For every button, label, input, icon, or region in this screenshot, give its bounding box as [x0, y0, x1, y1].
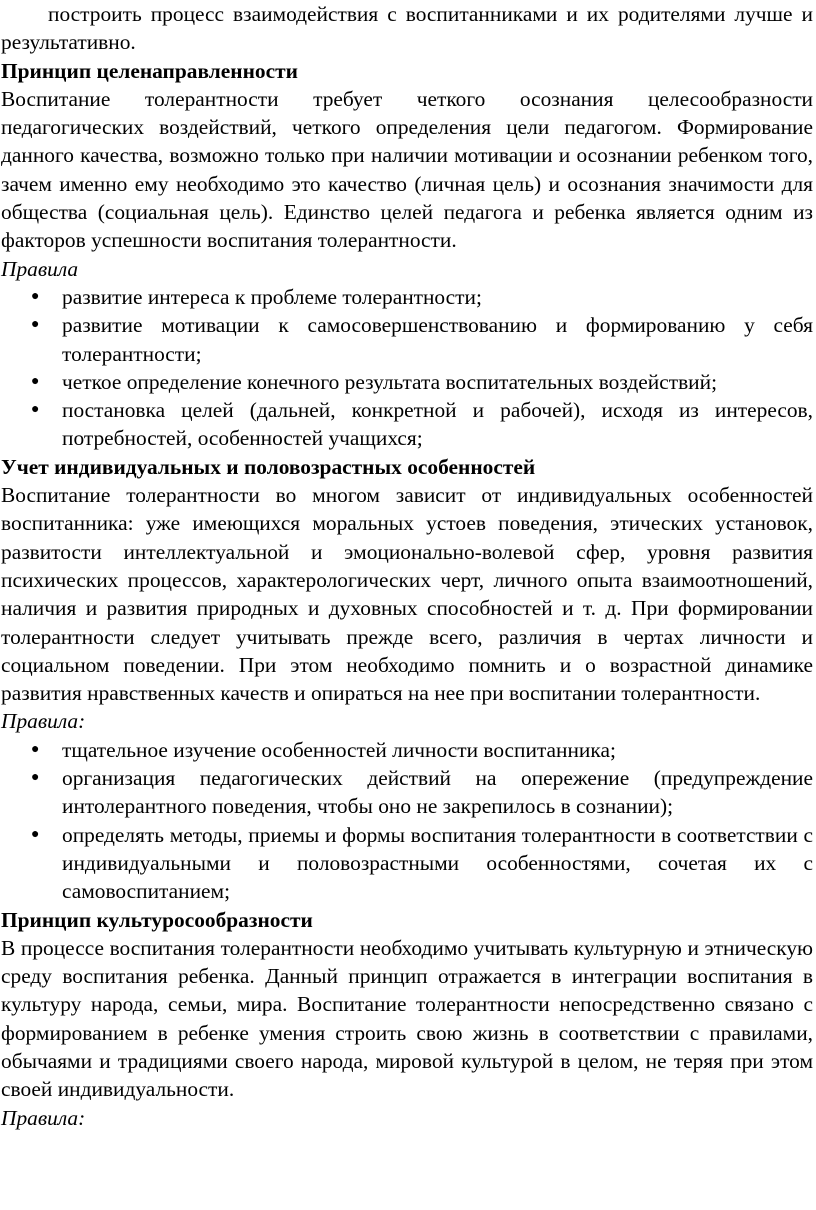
bullet-icon: ● — [31, 288, 40, 304]
section-cultural-conformity — [1, 906, 813, 1132]
bullet-icon: ● — [31, 770, 40, 786]
section-body: В процессе воспитания толерантности необходимо учитывать культурную и этническую среду воспитания ребенка. Данный принцип отражается в интеграции воспитания в культуру народа, семьи, мира. Воспитание толерантности непосредственно связано с формированием в ребенке умения строить свою жизнь в соответствии с правилами, обычаями и традициями своего народа, мировой культурой в целом, не теряя при этом своей индивидуальности. — [1, 935, 813, 1102]
rule-item — [1, 368, 813, 396]
rule-item — [1, 764, 813, 821]
section-heading: Принцип целенаправленности — [1, 58, 298, 83]
section-purposefulness — [1, 57, 813, 453]
rule-item — [1, 396, 813, 453]
rules-list — [1, 736, 813, 906]
bullet-icon: ● — [31, 741, 40, 757]
section-heading: Принцип культуросообразности — [1, 907, 313, 932]
rule-text: определять методы, приемы и формы воспитания толерантности в соответствии с индивидуальными и половозрастными особенностями, сочетая их с самовоспитанием; — [62, 822, 813, 904]
bullet-icon: ● — [31, 826, 40, 842]
rule-text: организация педагогических действий на опережение (предупреждение интолерантного поведения, чтобы оно не закрепилось в сознании); — [62, 766, 813, 819]
section-individual-features — [1, 453, 813, 906]
section-heading: Учет индивидуальных и половозрастных особенностей — [1, 454, 536, 479]
rules-label: Правила — [1, 256, 79, 281]
rule-item — [1, 311, 813, 368]
bullet-icon: ● — [31, 373, 40, 389]
section-body: Воспитание толерантности во многом зависит от индивидуальных особенностей воспитанника: уже имеющихся моральных устоев поведения, этических установок, развитости интеллектуальной и эмоционально-волевой сфер, уровня развития психических процессов, характерологических черт, личного опыта взаимоотношений, наличия и развития природных и духовных способностей и т. д. При формировании толерантности следует учитывать прежде всего, различия в чертах личности и социальном поведении. При этом необходимо помнить и о возрастной динамике развития нравственных качеств и опираться на нее при воспитании толерантности. — [1, 483, 813, 706]
rules-label: Правила: — [1, 709, 86, 734]
bullet-icon: ● — [31, 317, 40, 333]
rule-item — [1, 736, 813, 764]
rule-text: четкое определение конечного результата воспитательных воздействий; — [62, 369, 718, 394]
rules-label: Правила: — [1, 1105, 86, 1130]
rule-text: развитие мотивации к самосовершенствованию и формированию у себя толерантности; — [62, 313, 813, 366]
section-body: Воспитание толерантности требует четкого осознания целесообразности педагогических воздействий, четкого определения цели педагогом. Формирование данного качества, возможно только при наличии мотивации и осознании ребенком того, зачем именно ему необходимо это качество (личная цель) и осознания значимости для общества (социальная цель). Единство целей педагога и ребенка является одним из факторов успешности воспитания толерантности. — [1, 86, 813, 253]
bullet-icon: ● — [31, 402, 40, 418]
intro-paragraph: построить процесс взаимодействия с воспитанниками и их родителями лучше и результативно. — [1, 2, 813, 55]
rules-list — [1, 283, 813, 453]
rule-text: развитие интереса к проблеме толерантности; — [62, 284, 482, 309]
rule-item — [1, 283, 813, 311]
rule-item — [1, 821, 813, 906]
rule-text: тщательное изучение особенностей личности воспитанника; — [62, 737, 616, 762]
rule-text: постановка целей (дальней, конкретной и рабочей), исходя из интересов, потребностей, особенностей учащихся; — [62, 398, 813, 451]
